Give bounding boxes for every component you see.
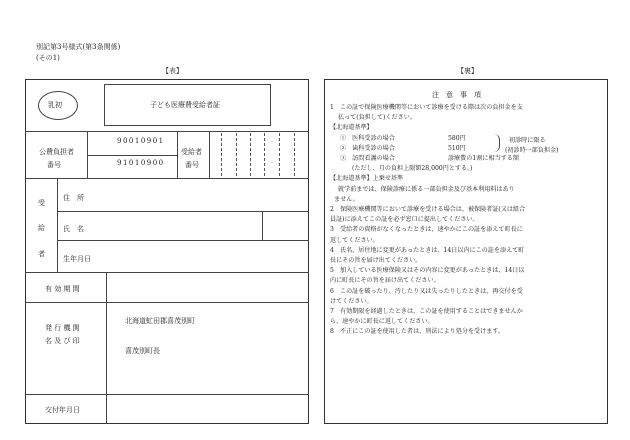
name-label: 氏 名 [63, 225, 84, 233]
note-line: 7 有効期限を経過したときは、この証を使用することはできませんか [330, 308, 523, 316]
notes-title: 注 意 事 項 [432, 91, 481, 99]
fee-label: ① 医科受診の場合 [340, 134, 395, 142]
note-line: 払って(負担して)ください。 [338, 114, 416, 122]
note-line: 8 不正にこの証を使用した者は、刑法により処分を受けます。 [330, 328, 505, 336]
fee-value: 580円 [448, 134, 466, 142]
note-line: 1 この証で保険医療機関等において診療を受ける際は次の負担金を支 [330, 104, 523, 111]
fee-value: 510円 [448, 144, 466, 152]
row-divider [25, 178, 309, 179]
note-line: 【北海道基準】上乗せ基準 [330, 175, 404, 183]
note-line: 就学前までは、保険診療に係る一部負担金及び基本利用料はあり [338, 185, 515, 193]
issuer-label: 発 行 機 関 [45, 324, 80, 332]
note-line: けてください。 [330, 297, 373, 305]
beneficiary-char-3: 者 [38, 250, 45, 258]
brace-note-2: (初診時一部負担金) [505, 147, 559, 154]
notes-list [330, 103, 606, 338]
digit-separator [236, 133, 237, 176]
row-divider [57, 211, 309, 212]
row-divider [25, 302, 309, 303]
col-divider [177, 131, 178, 178]
note-line: 4 氏名、居住地に変更があったときは、14日以内にこの証を添えて町 [330, 246, 525, 254]
note-line: 長にその旨を届け出てください。 [330, 257, 422, 265]
note-line: 5 加入している医療保険又はその内容に変更があったときは、14日以 [330, 267, 525, 275]
col-divider [106, 272, 107, 424]
brace-note-1: 初診時に限る [509, 137, 546, 144]
beneficiary-char-2: 給 [38, 224, 45, 232]
fee-line [330, 154, 606, 164]
insurer-label: 公費負担者 [39, 148, 74, 156]
row-divider [57, 240, 309, 241]
issuer-label-2: 名 及 び 印 [45, 337, 80, 345]
note-line: 6 この証を破ったり、汚したり又は失ったりしたときは、再交付を受 [330, 287, 523, 295]
digit-separator [279, 133, 280, 176]
insurer-number-1: 90010901 [117, 137, 165, 145]
recipient-label: 受給者 [181, 148, 202, 156]
note-line: (ただし、月の負担上限額28,000円とする。) [352, 165, 473, 173]
col-divider [209, 131, 210, 178]
recipient-label-2: 番号 [185, 161, 199, 169]
form-reference: 別記第3号様式(第3条関係) [36, 43, 121, 51]
address-label: 住 所 [63, 194, 84, 202]
fee-label: ② 歯科受診の場合 [340, 144, 395, 152]
col-divider [57, 178, 58, 272]
card-title: 子ども医療費受給者証 [150, 101, 220, 109]
digit-separator [221, 133, 222, 176]
issue-date-label: 交付年月日 [45, 406, 80, 414]
row-divider [25, 272, 309, 273]
seal-text: 乳初 [48, 101, 62, 109]
note-line: 員証)に添えてこの証を必ず窓口に提出してください。 [330, 216, 479, 224]
number-divider [87, 155, 177, 156]
note-line: ら、速やかに町長に返してください。 [330, 318, 434, 326]
page-subtitle: (その1) [36, 54, 60, 62]
insurer-number-2: 91010900 [117, 159, 165, 167]
note-line: 2 保険医療機関等において診療を受ける場合は、被保険者証(又は組合 [330, 206, 526, 214]
back-side-label: 【裏】 [457, 67, 478, 75]
insurer-label-2: 番号 [47, 161, 61, 169]
front-side-label: 【表】 [162, 67, 183, 75]
beneficiary-char-1: 受 [38, 199, 45, 207]
digit-separator [264, 133, 265, 176]
digit-separator [250, 133, 251, 176]
note-line: 内に町長にその旨を届け出てください。 [330, 277, 440, 285]
col-divider [262, 211, 263, 240]
dob-label: 生年月日 [63, 255, 91, 263]
fee-line [330, 144, 606, 154]
digit-separator [294, 133, 295, 176]
note-line: 3 受給者の資格がなくなったときは、速やかにこの証を添えて町長に [330, 226, 523, 234]
fee-label: ③ 訪問看護の場合 [340, 155, 395, 163]
validity-label: 有 効 期 間 [45, 285, 80, 293]
col-divider [87, 131, 88, 178]
note-line: 【北海道基準】 [330, 124, 373, 132]
note-line: 返してください。 [330, 236, 379, 244]
fee-value: 診療費の1割に相当する額 [448, 155, 519, 163]
row-divider [25, 394, 309, 395]
note-line: ません。 [334, 195, 359, 203]
issuer-mayor: 喜茂別町長 [125, 347, 160, 355]
issuer-municipality: 北海道虻田郡喜茂別町 [125, 317, 195, 325]
row-divider [25, 131, 309, 132]
fee-line [330, 134, 606, 144]
